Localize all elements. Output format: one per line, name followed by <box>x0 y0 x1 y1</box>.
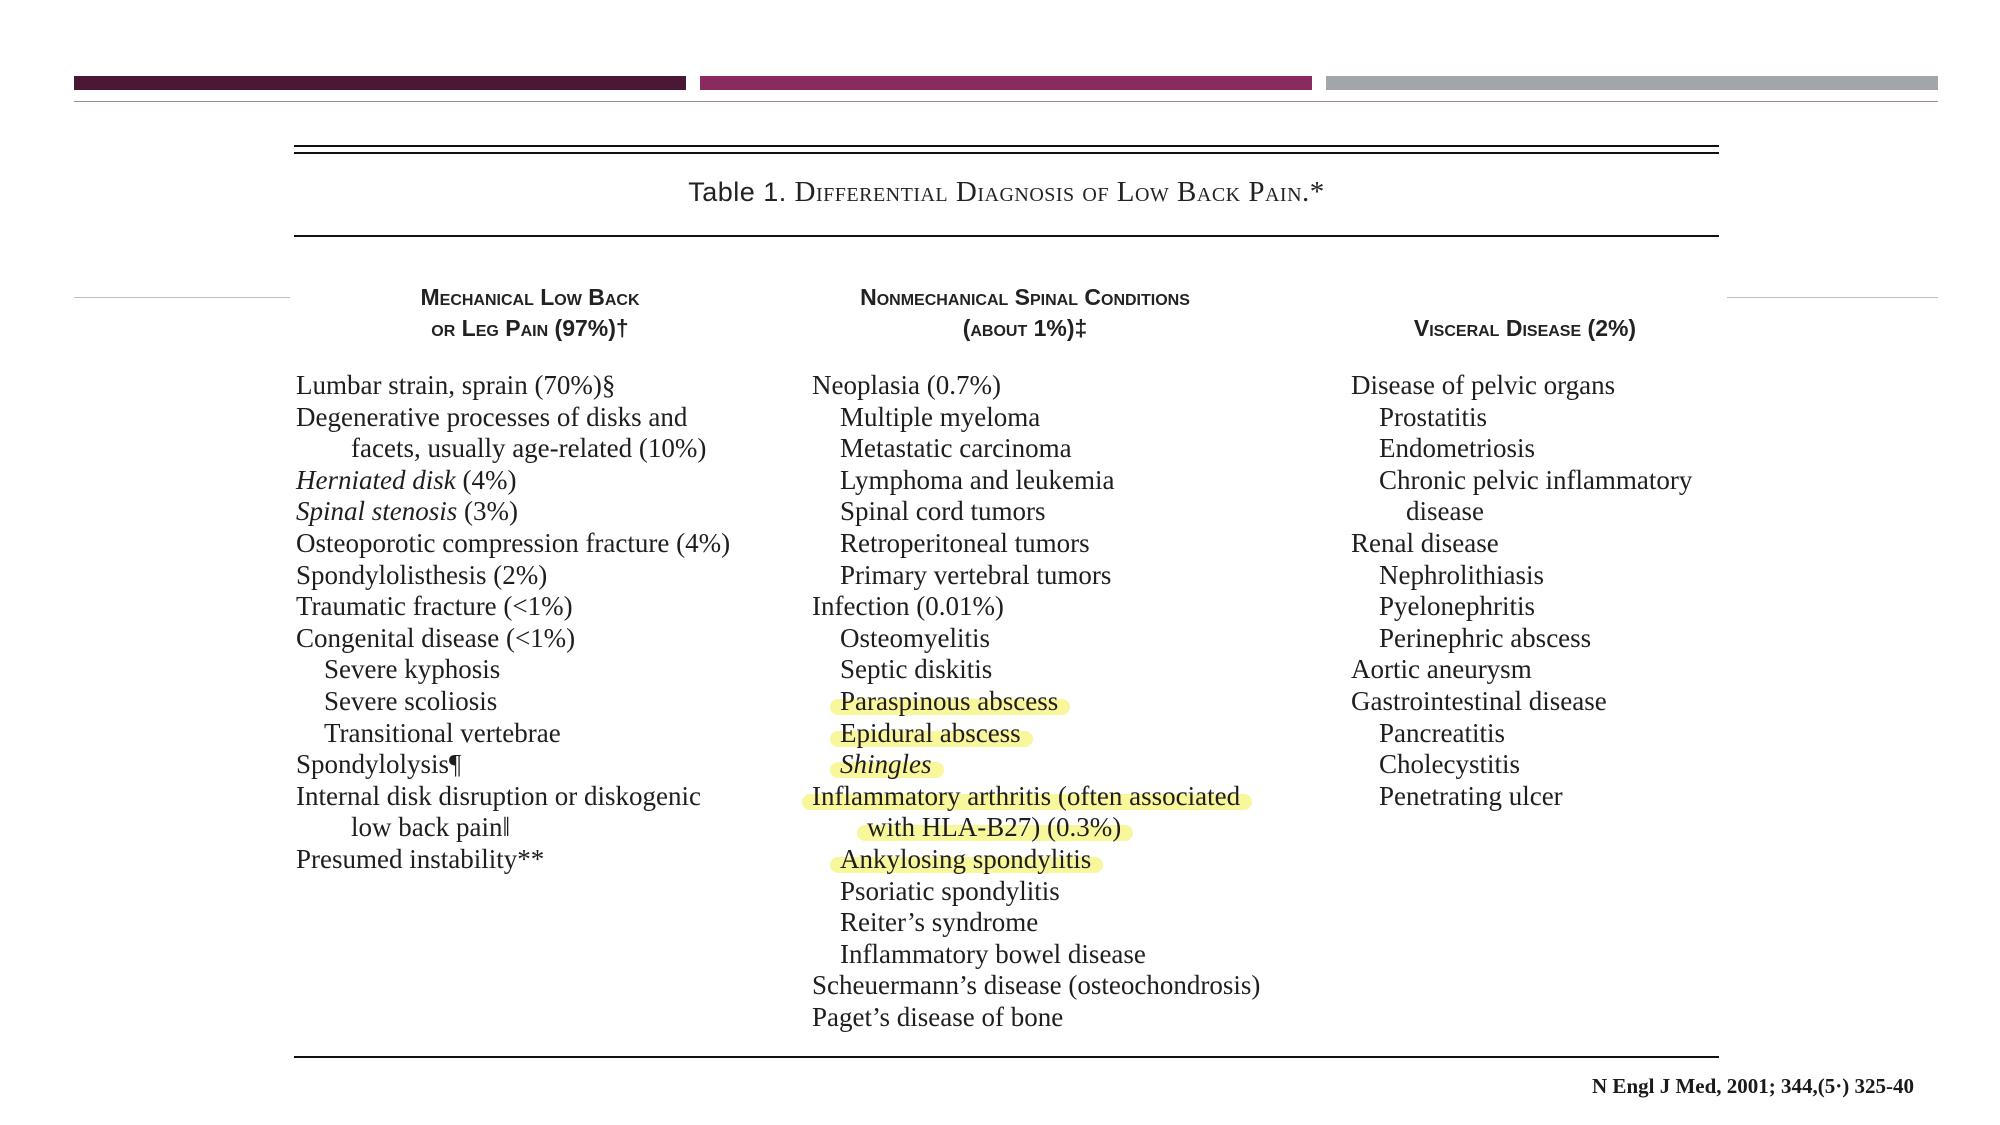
list-item <box>812 623 1332 655</box>
list-item <box>296 560 796 592</box>
list-item-text: Cholecystitis <box>1379 749 1520 780</box>
list-item-text: Metastatic carcinoma <box>840 433 1072 464</box>
list-item-text: Multiple myeloma <box>840 401 1041 432</box>
list-item-suffix: (3%) <box>457 496 518 527</box>
list-item-text: Congenital disease (<1%) <box>296 622 576 653</box>
list-item <box>812 528 1332 560</box>
list-item-text: Neoplasia (0.7%) <box>812 370 1001 400</box>
citation: N Engl J Med, 2001; 344,(5·) 325-40 <box>1592 1074 1914 1098</box>
list-item <box>812 907 1332 939</box>
list-item <box>296 718 796 750</box>
list-item <box>296 623 796 655</box>
list-item-text: Perinephric abscess <box>1379 622 1592 653</box>
list-item <box>1351 591 1731 623</box>
left-divider <box>74 297 290 298</box>
list-item-text: Inflammatory bowel disease <box>840 938 1146 969</box>
list-item-text: Aortic aneurysm <box>1351 654 1532 685</box>
table-title-text: Differential Diagnosis of Low Back Pain.* <box>794 176 1325 208</box>
right-divider <box>1727 297 1938 298</box>
list-item <box>812 560 1332 592</box>
list-item-text: disease <box>1406 496 1484 527</box>
list-item-text: low back pain‖ <box>351 812 511 843</box>
list-item <box>812 749 1332 781</box>
list-item-text: Pancreatitis <box>1379 717 1505 748</box>
list-item <box>296 465 796 497</box>
column-header-visceral: Visceral Disease (2%) <box>1413 315 1637 341</box>
table-title-prefix: Table 1. <box>688 177 787 207</box>
list-item-text: Spinal stenosis <box>296 496 458 527</box>
table-title <box>294 176 1719 209</box>
list-item <box>812 686 1332 718</box>
header-rule <box>74 101 1938 102</box>
accent-bar-magenta <box>700 76 1312 90</box>
list-item <box>296 370 796 402</box>
list-item-text: Chronic pelvic inflammatory <box>1379 464 1693 495</box>
table-bottom-rule <box>294 1056 1719 1058</box>
list-item-text: Ankylosing spondylitis <box>840 843 1092 874</box>
column-header-mechanical: Mechanical Low Back or Leg Pain (97%)† <box>420 284 640 341</box>
list-item <box>812 433 1332 465</box>
list-item-text: Scheuermann’s disease (osteochondrosis) <box>812 970 1261 1001</box>
list-item-text: Prostatitis <box>1379 401 1488 432</box>
list-item-text: Traumatic fracture (<1%) <box>296 591 573 622</box>
list-item-text: Septic diskitis <box>840 654 993 685</box>
list-item <box>812 370 1332 402</box>
list-item <box>812 591 1332 623</box>
list-item-text: Severe scoliosis <box>324 685 498 716</box>
list-item-text: Epidural abscess <box>840 717 1021 748</box>
list-item <box>296 433 796 465</box>
list-item <box>812 465 1332 497</box>
list-item <box>1351 686 1731 718</box>
list-item-text: Transitional vertebrae <box>324 717 561 748</box>
list-item <box>812 718 1332 750</box>
list-item-text: Lymphoma and leukemia <box>840 464 1115 495</box>
list-item-text: Gastrointestinal disease <box>1351 685 1607 716</box>
list-item <box>1351 654 1731 686</box>
table-header-rule <box>294 235 1719 237</box>
table-top-rule <box>294 145 1719 147</box>
list-item-text: Infection (0.01%) <box>812 591 1004 622</box>
list-item <box>296 844 796 876</box>
list-item-text: Spondylolisthesis (2%) <box>296 559 548 590</box>
list-item <box>1351 528 1731 560</box>
list-item <box>812 970 1332 1002</box>
column-mechanical <box>296 370 796 876</box>
list-item <box>1351 433 1731 465</box>
list-item-text: Osteoporotic compression fracture (4%) <box>296 527 731 558</box>
accent-bar-gray <box>1326 76 1938 90</box>
list-item-text: Disease of pelvic organs <box>1351 370 1616 400</box>
list-item-text: Degenerative processes of disks and <box>296 401 688 432</box>
list-item <box>1351 560 1731 592</box>
table-top-rule-2 <box>294 152 1719 154</box>
list-item-text: Osteomyelitis <box>840 622 990 653</box>
list-item <box>812 876 1332 908</box>
list-item <box>296 528 796 560</box>
list-item-text: Shingles <box>840 749 932 780</box>
list-item <box>812 654 1332 686</box>
list-item <box>296 654 796 686</box>
list-item-text: Internal disk disruption or diskogenic <box>296 780 701 811</box>
list-item-text: Psoriatic spondylitis <box>840 875 1060 906</box>
list-item-suffix: (4%) <box>455 464 517 495</box>
list-item <box>296 591 796 623</box>
list-item <box>296 781 796 813</box>
list-item <box>1351 402 1731 434</box>
list-item <box>1351 465 1731 497</box>
list-item <box>296 496 796 528</box>
list-item-text: Primary vertebral tumors <box>840 559 1112 590</box>
list-item-text: Retroperitoneal tumors <box>840 527 1090 558</box>
column-visceral <box>1351 370 1731 812</box>
list-item <box>1351 370 1731 402</box>
list-item-text: Inflammatory arthritis (often associated <box>812 780 1241 811</box>
list-item <box>1351 718 1731 750</box>
list-item <box>812 812 1332 844</box>
list-item <box>812 781 1332 813</box>
list-item <box>1351 496 1731 528</box>
list-item <box>812 844 1332 876</box>
list-item-text: facets, usually age-related (10%) <box>351 433 707 464</box>
list-item-text: Spondylolysis¶ <box>296 749 462 780</box>
list-item <box>296 749 796 781</box>
list-item-text: Paget’s disease of bone <box>812 1001 1064 1032</box>
list-item-text: Reiter’s syndrome <box>840 907 1039 938</box>
list-item <box>812 1002 1332 1034</box>
list-item-text: Lumbar strain, sprain (70%)§ <box>296 370 616 400</box>
list-item <box>812 496 1332 528</box>
list-item-text: Spinal cord tumors <box>840 496 1046 527</box>
list-item <box>1351 623 1731 655</box>
list-item-text: Endometriosis <box>1379 433 1535 464</box>
list-item-text: Nephrolithiasis <box>1379 559 1544 590</box>
list-item <box>296 812 796 844</box>
list-item-text: Presumed instability** <box>296 843 545 874</box>
list-item <box>296 686 796 718</box>
list-item <box>812 402 1332 434</box>
column-nonmechanical <box>812 370 1332 1033</box>
list-item-text: Pyelonephritis <box>1379 591 1535 622</box>
list-item-text: with HLA-B27) (0.3%) <box>867 812 1122 843</box>
list-item-text: Severe kyphosis <box>324 654 501 685</box>
list-item-text: Paraspinous abscess <box>840 685 1059 716</box>
list-item <box>296 402 796 434</box>
list-item <box>812 939 1332 971</box>
list-item-text: Herniated disk <box>296 464 456 495</box>
list-item-text: Renal disease <box>1351 527 1499 558</box>
list-item <box>1351 749 1731 781</box>
column-header-nonmechanical: Nonmechanical Spinal Conditions (about 1%)‡ <box>860 284 1190 341</box>
accent-bar-dark <box>74 76 686 90</box>
list-item-text: Penetrating ulcer <box>1379 780 1563 811</box>
list-item <box>1351 781 1731 813</box>
